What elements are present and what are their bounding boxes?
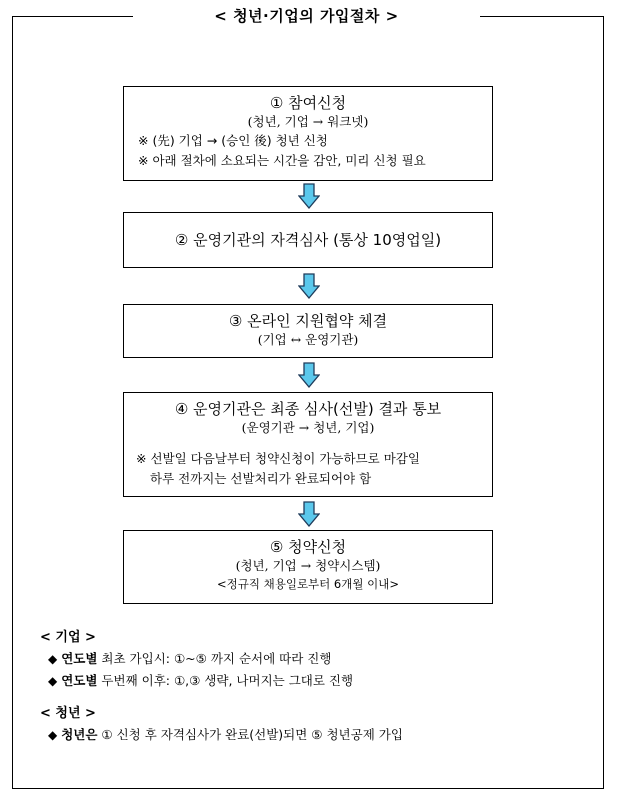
- diamond-bullet-icon: ◆: [48, 674, 58, 688]
- step-4-box: [123, 392, 493, 497]
- step-2-box: [123, 212, 493, 268]
- step-1-title: ① 참여신청: [269, 94, 347, 112]
- step-3-title: ③ 온라인 지원협약 체결: [228, 312, 388, 330]
- step-1-note-1: ※ (先) 기업 → (승인 後) 청년 신청: [138, 133, 328, 148]
- step-4-title: ④ 운영기관은 최종 심사(선발) 결과 통보: [174, 400, 442, 418]
- youth-item-1-label: 청년은: [61, 727, 98, 742]
- step-3-parties: (기업 ↔ 운영기관): [257, 332, 359, 347]
- diamond-bullet-icon: ◆: [48, 728, 58, 742]
- company-item-2-label: 연도별: [61, 673, 98, 688]
- step-3-box: [123, 304, 493, 358]
- company-item-1: [40, 648, 353, 670]
- page-title: < 청년·기업의 가입절차 >: [214, 7, 399, 25]
- company-section-title: < 기업 >: [40, 630, 96, 645]
- diamond-bullet-icon: ◆: [48, 652, 58, 666]
- company-section: [40, 628, 353, 692]
- step-4-note-line-2: 하루 전까지는 선발처리가 완료되어야 함: [150, 471, 372, 486]
- step-5-deadline: <정규직 채용일로부터 6개월 이내>: [217, 577, 399, 591]
- step-5-parties: (청년, 기업 → 청약시스템): [235, 558, 381, 573]
- company-item-2: [40, 670, 353, 692]
- youth-item-1: [40, 724, 403, 746]
- step-1-note-2: ※ 아래 절차에 소요되는 시간을 감안, 미리 신청 필요: [138, 153, 426, 168]
- down-arrow-icon: [298, 183, 320, 209]
- down-arrow-icon: [298, 273, 320, 299]
- youth-item-1-text: ① 신청 후 자격심사가 완료(선발)되면 ⑤ 청년공제 가입: [97, 727, 403, 742]
- youth-section-title: < 청년 >: [40, 706, 96, 721]
- step-5-box: [123, 530, 493, 604]
- step-4-parties: (운영기관 → 청년, 기업): [241, 420, 375, 435]
- down-arrow-icon: [298, 362, 320, 388]
- step-1-box: [123, 86, 493, 181]
- step-4-note: [124, 449, 492, 489]
- down-arrow-icon: [298, 501, 320, 527]
- step-4-note-line-1: ※ 선발일 다음날부터 청약신청이 가능하므로 마감일: [136, 451, 420, 466]
- company-item-2-text: 두번째 이후: ①,③ 생략, 나머지는 그대로 진행: [97, 673, 354, 688]
- step-1-parties: (청년, 기업 → 워크넷): [247, 114, 369, 129]
- step-2-title: ② 운영기관의 자격심사 (통상 10영업일): [174, 231, 442, 249]
- company-item-1-text: 최초 가입시: ①~⑤ 까지 순서에 따라 진행: [97, 651, 332, 666]
- step-5-title: ⑤ 청약신청: [269, 538, 347, 556]
- company-item-1-label: 연도별: [61, 651, 98, 666]
- youth-section: [40, 704, 403, 746]
